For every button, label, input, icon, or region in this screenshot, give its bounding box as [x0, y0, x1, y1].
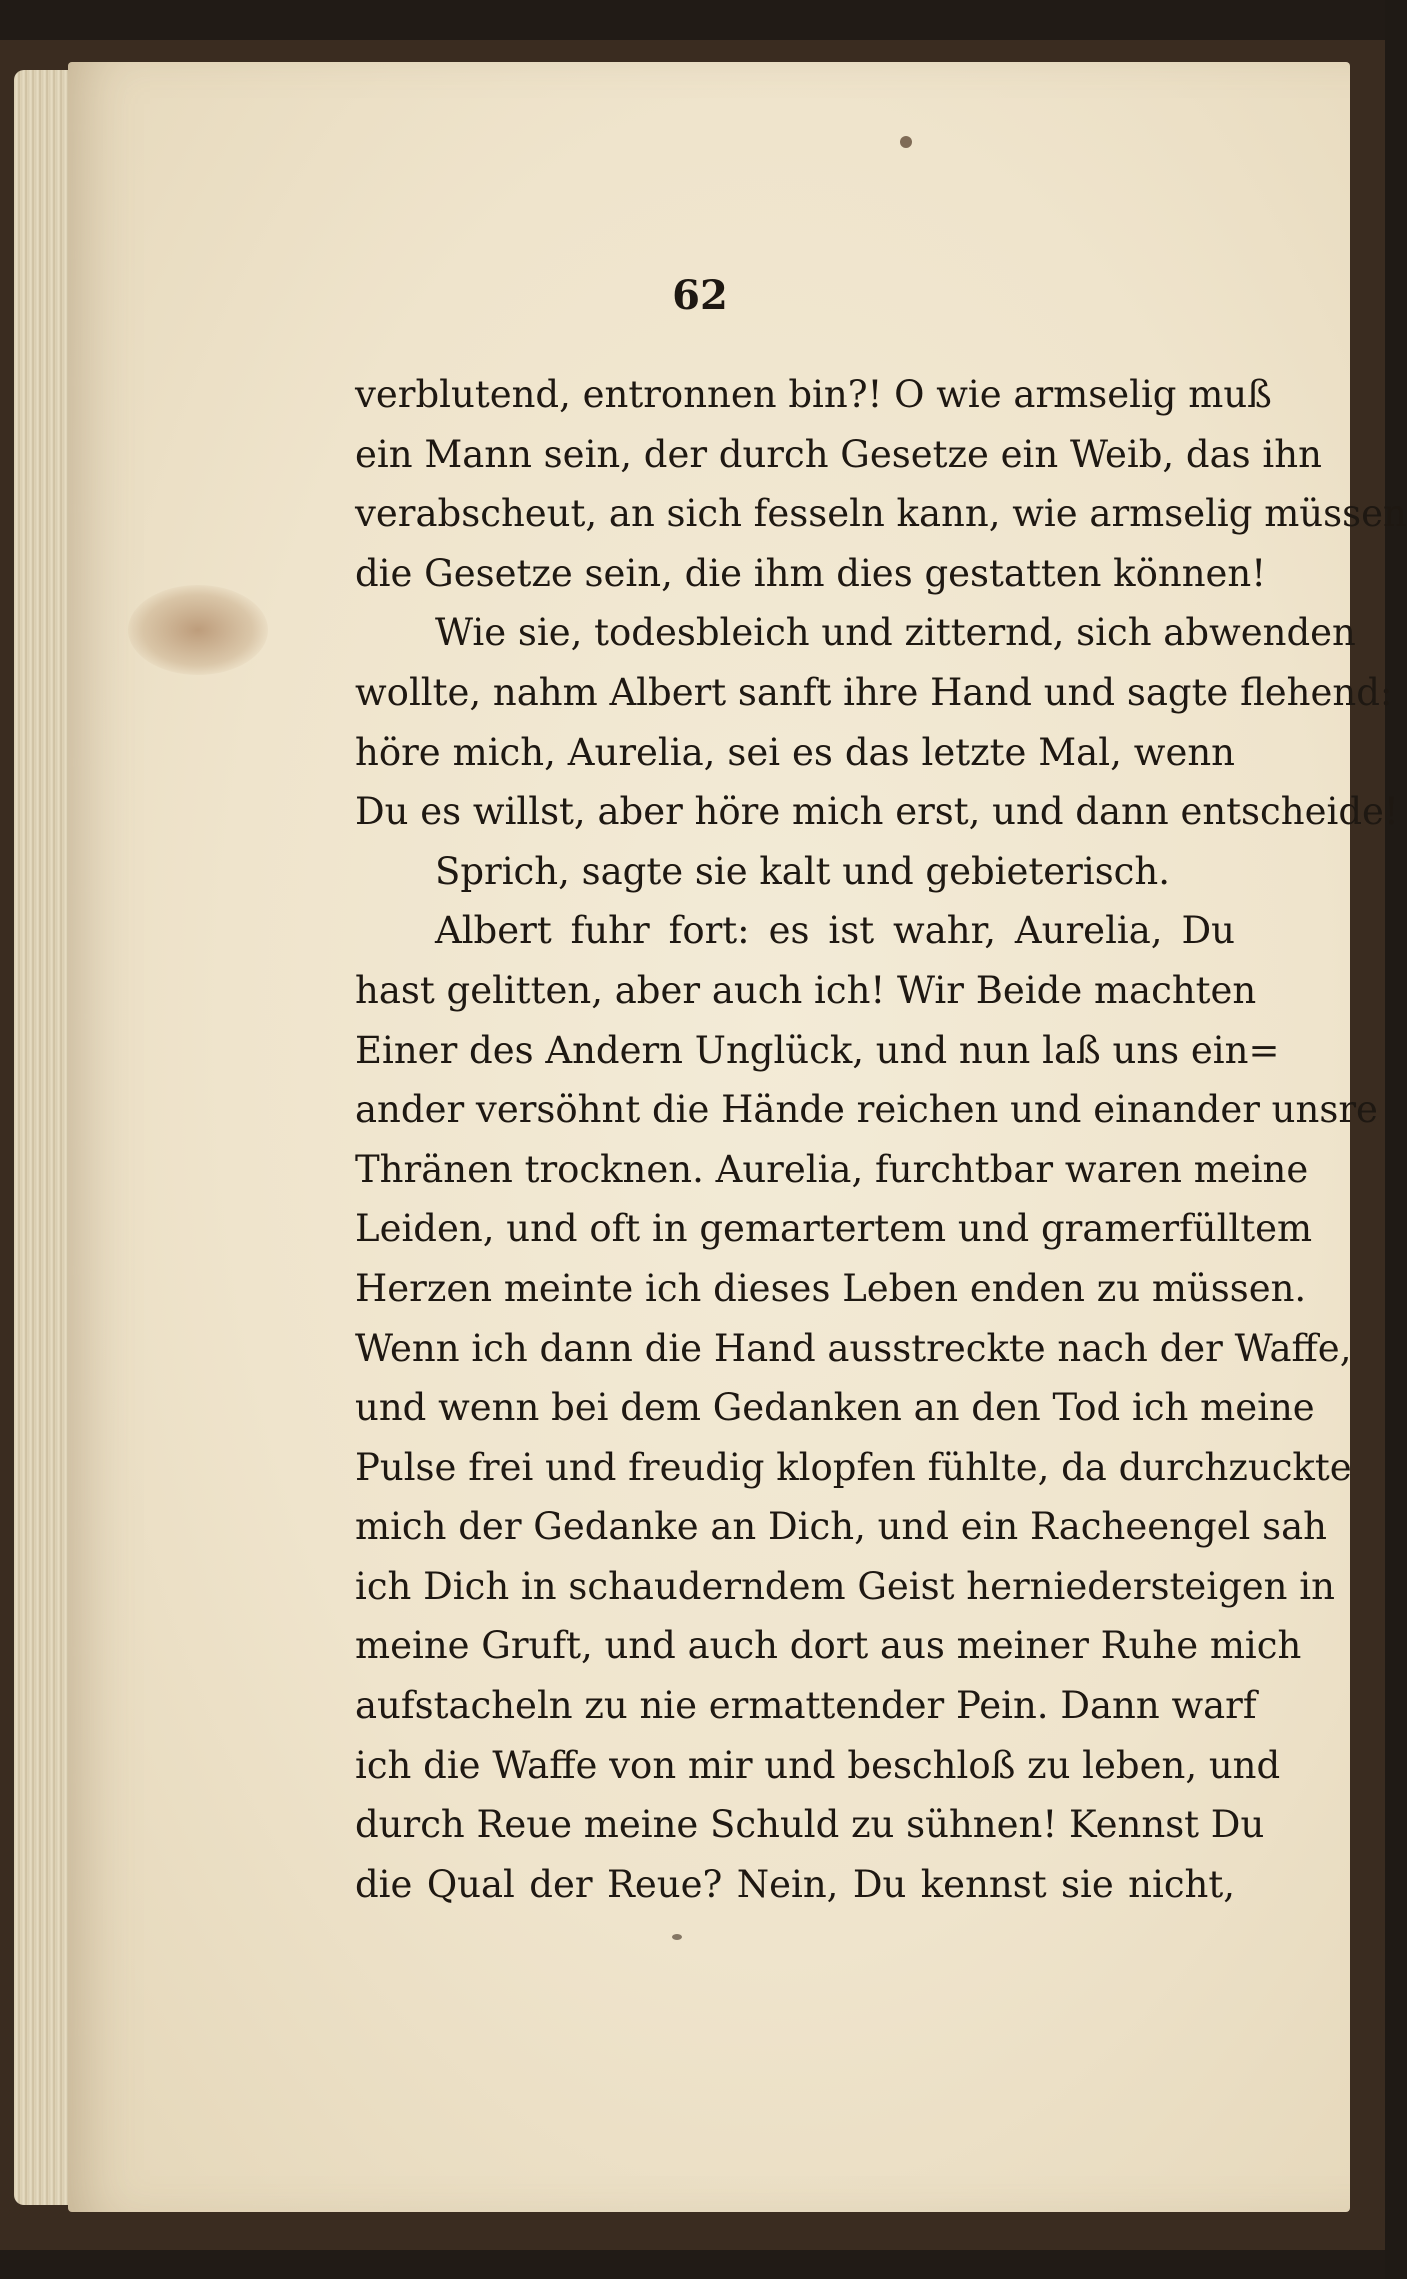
text-line: Sprich, sagte sie kalt und gebieterisch.: [435, 849, 1170, 893]
text-line: ich Dich in schauderndem Geist herniedersteigen in: [355, 1564, 1335, 1608]
text-line: Pulse frei und freudig klopfen fühlte, da durchzuckte: [355, 1445, 1352, 1489]
text-line: höre mich, Aurelia, sei es das letzte Mal, wenn: [355, 730, 1235, 774]
text-line: die Qual der Reue? Nein, Du kennst sie nicht,: [355, 1862, 1235, 1906]
text-line: die Gesetze sein, die ihm dies gestatten können!: [355, 551, 1267, 595]
text-line: Thränen trocknen. Aurelia, furchtbar waren meine: [355, 1147, 1309, 1191]
text-line: aufstacheln zu nie ermattender Pein. Dann warf: [355, 1684, 1257, 1728]
text-line: mich der Gedanke an Dich, und ein Racheengel sah: [355, 1505, 1328, 1549]
text-line: und wenn bei dem Gedanken an den Tod ich meine: [355, 1386, 1315, 1430]
page-number: 62: [672, 272, 728, 319]
text-line: wollte, nahm Albert sanft ihre Hand und sagte flehend:: [355, 670, 1393, 714]
text-line: verblutend, entronnen bin?! O wie armselig muß: [355, 373, 1272, 416]
text-line: Leiden, und oft in gemartertem und gramerfülltem: [355, 1207, 1313, 1251]
text-line: ein Mann sein, der durch Gesetze ein Weib, das ihn: [355, 432, 1322, 476]
text-line: verabscheut, an sich fesseln kann, wie armselig müssen: [355, 492, 1407, 536]
body-text: [355, 365, 1407, 1914]
text-line: Herzen meinte ich dieses Leben enden zu müssen.: [355, 1266, 1307, 1310]
text-line: Einer des Andern Unglück, und nun laß uns ein=: [355, 1028, 1280, 1072]
text-line: Wenn ich dann die Hand ausstreckte nach der Waffe,: [355, 1326, 1352, 1370]
paper-stain: [128, 585, 268, 675]
text-line: ich die Waffe von mir und beschloß zu leben, und: [355, 1743, 1281, 1787]
text-line: Du es willst, aber höre mich erst, und dann entscheide!: [355, 790, 1399, 834]
text-line: hast gelitten, aber auch ich! Wir Beide machten: [355, 968, 1257, 1012]
text-line: ander versöhnt die Hände reichen und einander unsre: [355, 1088, 1378, 1132]
text-line: Wie sie, todesbleich und zitternd, sich abwenden: [435, 611, 1356, 655]
ink-speck-lower: [672, 1934, 682, 1940]
ink-speck: [900, 136, 912, 148]
text-line: meine Gruft, und auch dort aus meiner Ruhe mich: [355, 1624, 1302, 1668]
text-line: durch Reue meine Schuld zu sühnen! Kennst Du: [355, 1803, 1265, 1847]
text-line: Albert fuhr fort: es ist wahr, Aurelia, Du: [435, 909, 1235, 953]
